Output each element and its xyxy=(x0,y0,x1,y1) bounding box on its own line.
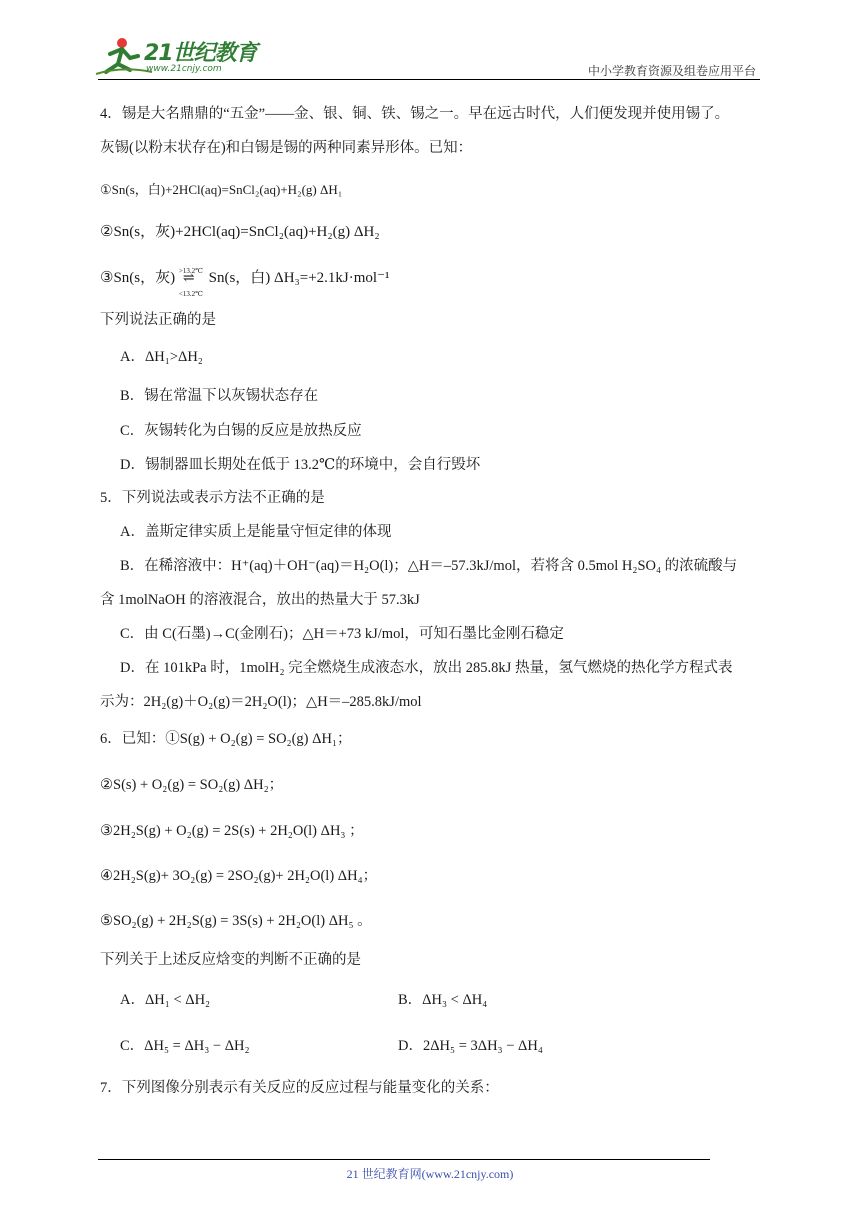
site-logo xyxy=(92,34,262,82)
q6-equation-2: ②S(s) + O₂(g) = SO₂(g) ΔH₂； xyxy=(100,777,284,793)
q5-option-d-line1: D．在 101kPa 时，1molH₂ 完全燃烧生成液态水，放出 285.8kJ 热量，氢气燃烧的热化学方程式表 xyxy=(120,660,733,676)
q5-option-c: C．由 C(石墨)→C(金刚石)；△H＝+73 kJ/mol，可知石墨比金刚石稳定 xyxy=(120,626,564,642)
footer-site-link[interactable]: 21 世纪教育网(www.21cnjy.com) xyxy=(346,1167,514,1181)
equilibrium-arrow-icon: >13.2℃ ⇌ <13.2℃ xyxy=(179,269,205,289)
q4-equation-2: ②Sn(s，灰)+2HCl(aq)=SnCl₂(aq)+H₂(g) ΔH₂ xyxy=(100,224,380,240)
eq3-right: Sn(s，白) ΔH₃=+2.1kJ·mol⁻¹ xyxy=(208,270,390,286)
eq3-left: ③Sn(s，灰) xyxy=(100,270,176,286)
q5-option-b-line1: B．在稀溶液中：H⁺(aq)＋OH⁻(aq)＝H₂O(l)；△H＝–57.3kJ/mol，若将含 0.5mol H₂SO₄ 的浓硫酸与 xyxy=(120,558,738,574)
q6-equation-1: 6．已知：①S(g) + O₂(g) = SO₂(g) ΔH₁； xyxy=(100,731,352,747)
q6-option-d: D．2ΔH₅ = 3ΔH₃ − ΔH₄ xyxy=(398,1038,543,1054)
q5-option-d-line2: 示为：2H₂(g)＋O₂(g)＝2H₂O(l)；△H＝–285.8kJ/mol xyxy=(100,694,422,710)
q5-option-b-line2: 含 1molNaOH 的溶液混合，放出的热量大于 57.3kJ xyxy=(100,592,420,608)
q4-option-d: D．锡制器皿长期处在低于 13.2℃的环境中，会自行毁坏 xyxy=(120,457,481,473)
q6-option-a: A．ΔH₁ < ΔH₂ xyxy=(120,992,211,1008)
q6-option-b: B．ΔH₃ < ΔH₄ xyxy=(398,992,488,1008)
q7-stem: 7．下列图像分别表示有关反应的反应过程与能量变化的关系： xyxy=(100,1080,499,1096)
q4-intro-line2: 灰锡(以粉末状存在)和白锡是锡的两种同素异形体。已知： xyxy=(100,140,473,156)
q5-stem: 5．下列说法或表示方法不正确的是 xyxy=(100,490,325,506)
q4-option-a: A．ΔH₁>ΔH₂ xyxy=(120,349,203,365)
q6-prompt: 下列关于上述反应焓变的判断不正确的是 xyxy=(100,952,361,968)
q4-intro-line1: 4．锡是大名鼎鼎的“五金”——金、银、铜、铁、锡之一。早在远古时代，人们便发现并使用锡了。 xyxy=(100,106,730,122)
q4-prompt: 下列说法正确的是 xyxy=(100,312,216,328)
header-platform-text: 中小学教育资源及组卷应用平台 xyxy=(587,64,756,78)
logo-text: 21世纪教育 xyxy=(144,41,257,66)
q4-equation-3 xyxy=(100,266,390,298)
eq3-condition-top: >13.2℃ xyxy=(178,266,203,275)
logo-subtext: www.21cnjy.com xyxy=(146,64,222,74)
footer-divider xyxy=(98,1159,710,1160)
q4-option-b: B．锡在常温下以灰锡状态存在 xyxy=(120,388,319,404)
q6-equation-5: ⑤SO₂(g) + 2H₂S(g) = 3S(s) + 2H₂O(l) ΔH₅ 。 xyxy=(100,913,372,929)
q4-option-c: C．灰锡转化为白锡的反应是放热反应 xyxy=(120,423,362,439)
q6-option-c: C．ΔH₅ = ΔH₃ − ΔH₂ xyxy=(120,1038,250,1054)
q5-option-a: A．盖斯定律实质上是能量守恒定律的体现 xyxy=(120,524,392,540)
q6-equation-3: ③2H₂S(g) + O₂(g) = 2S(s) + 2H₂O(l) ΔH₃ ； xyxy=(100,823,364,839)
header-divider xyxy=(98,79,760,80)
q4-equation-1: ①Sn(s，白)+2HCl(aq)=SnCl₂(aq)+H₂(g) ΔH₁ xyxy=(100,182,343,197)
q6-equation-4: ④2H₂S(g)+ 3O₂(g) = 2SO₂(g)+ 2H₂O(l) ΔH₄； xyxy=(100,868,378,884)
eq3-condition-bottom: <13.2℃ xyxy=(178,289,203,298)
